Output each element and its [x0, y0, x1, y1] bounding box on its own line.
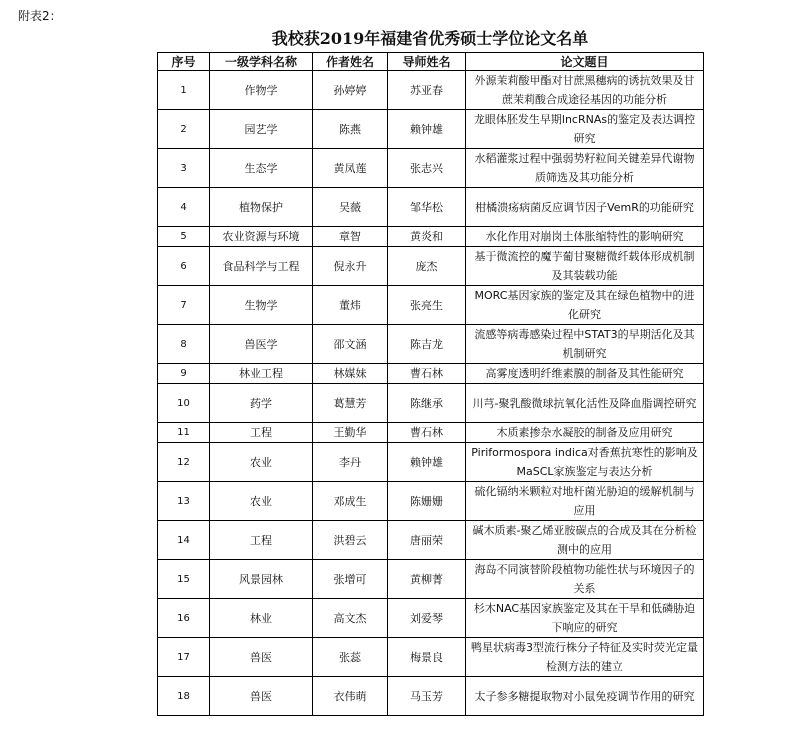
- cell-supervisor: 苏亚春: [388, 71, 466, 110]
- document-title: 我校获2019年福建省优秀硕士学位论文名单: [271, 29, 589, 48]
- cell-discipline: 工程: [210, 521, 313, 560]
- table-row: [158, 560, 704, 599]
- cell-supervisor: 曹石林: [388, 423, 466, 443]
- cell-discipline: 农业: [210, 482, 313, 521]
- cell-thesis-title: 柑橘溃疡病菌反应调节因子VemR的功能研究: [466, 188, 704, 227]
- table-row: [158, 482, 704, 521]
- cell-discipline: 工程: [210, 423, 313, 443]
- cell-seq: 16: [158, 599, 210, 638]
- cell-discipline: 生态学: [210, 149, 313, 188]
- cell-seq: 2: [158, 110, 210, 149]
- header-thesis-title: 论文题目: [466, 53, 704, 71]
- table-row: [158, 286, 704, 325]
- cell-author: 李丹: [313, 443, 388, 482]
- cell-discipline: 生物学: [210, 286, 313, 325]
- cell-thesis-title: 流感等病毒感染过程中STAT3的早期活化及其机制研究: [466, 325, 704, 364]
- cell-discipline: 兽医: [210, 638, 313, 677]
- cell-thesis-title: 杉木NAC基因家族鉴定及其在干旱和低磷胁迫下响应的研究: [466, 599, 704, 638]
- cell-thesis-title: 木质素掺杂水凝胶的制备及应用研究: [466, 423, 704, 443]
- table-row: [158, 188, 704, 227]
- cell-thesis-title: 水稻灌浆过程中强弱势籽粒间关键差异代谢物质筛选及其功能分析: [466, 149, 704, 188]
- attachment-label: 附表2：: [18, 9, 62, 23]
- table-row: [158, 227, 704, 247]
- cell-author: 洪碧云: [313, 521, 388, 560]
- table-row: [158, 677, 704, 716]
- cell-author: 林媒妹: [313, 364, 388, 384]
- cell-supervisor: 曹石林: [388, 364, 466, 384]
- cell-supervisor: 黄柳菁: [388, 560, 466, 599]
- header-seq: 序号: [158, 53, 210, 71]
- cell-author: 高文杰: [313, 599, 388, 638]
- cell-author: 张蕊: [313, 638, 388, 677]
- table-row: [158, 521, 704, 560]
- cell-supervisor: 赖钟雄: [388, 110, 466, 149]
- header-author: 作者姓名: [313, 53, 388, 71]
- table-row: [158, 364, 704, 384]
- cell-thesis-title: 硫化镉纳米颗粒对地杆菌光胁迫的缓解机制与应用: [466, 482, 704, 521]
- cell-seq: 5: [158, 227, 210, 247]
- cell-seq: 6: [158, 247, 210, 286]
- cell-author: 董炜: [313, 286, 388, 325]
- cell-supervisor: 陈继承: [388, 384, 466, 423]
- cell-discipline: 园艺学: [210, 110, 313, 149]
- table-row: [158, 599, 704, 638]
- table-row: [158, 149, 704, 188]
- header-row: [158, 53, 704, 71]
- cell-author: 邵文涵: [313, 325, 388, 364]
- cell-discipline: 药学: [210, 384, 313, 423]
- cell-discipline: 林业工程: [210, 364, 313, 384]
- cell-thesis-title: Piriformospora indica对香蕉抗寒性的影响及MaSCL家族鉴定与表达分析: [466, 443, 704, 482]
- cell-supervisor: 张亮生: [388, 286, 466, 325]
- cell-thesis-title: 高雾度透明纤维素膜的制备及其性能研究: [466, 364, 704, 384]
- cell-thesis-title: 太子参多糖提取物对小鼠免疫调节作用的研究: [466, 677, 704, 716]
- cell-author: 陈燕: [313, 110, 388, 149]
- cell-seq: 15: [158, 560, 210, 599]
- cell-supervisor: 邹华松: [388, 188, 466, 227]
- cell-supervisor: 刘爱琴: [388, 599, 466, 638]
- cell-thesis-title: 龙眼体胚发生早期lncRNAs的鉴定及表达调控研究: [466, 110, 704, 149]
- cell-supervisor: 赖钟雄: [388, 443, 466, 482]
- cell-supervisor: 马玉芳: [388, 677, 466, 716]
- table-row: [158, 247, 704, 286]
- cell-supervisor: 陈吉龙: [388, 325, 466, 364]
- table-header: [158, 53, 704, 71]
- cell-discipline: 林业: [210, 599, 313, 638]
- cell-author: 衣伟萌: [313, 677, 388, 716]
- table-row: [158, 443, 704, 482]
- cell-discipline: 农业资源与环境: [210, 227, 313, 247]
- table-row: [158, 71, 704, 110]
- cell-thesis-title: 海岛不同演替阶段植物功能性状与环境因子的关系: [466, 560, 704, 599]
- cell-discipline: 风景园林: [210, 560, 313, 599]
- cell-author: 章智: [313, 227, 388, 247]
- table-row: [158, 423, 704, 443]
- cell-seq: 3: [158, 149, 210, 188]
- cell-thesis-title: 基于微流控的魔芋葡甘聚糖微纤载体形成机制及其装载功能: [466, 247, 704, 286]
- cell-author: 黄凤莲: [313, 149, 388, 188]
- cell-seq: 11: [158, 423, 210, 443]
- cell-discipline: 农业: [210, 443, 313, 482]
- cell-supervisor: 庞杰: [388, 247, 466, 286]
- cell-author: 邓成生: [313, 482, 388, 521]
- cell-seq: 4: [158, 188, 210, 227]
- cell-supervisor: 黄炎和: [388, 227, 466, 247]
- cell-discipline: 植物保护: [210, 188, 313, 227]
- cell-seq: 12: [158, 443, 210, 482]
- thesis-table: [157, 52, 704, 716]
- cell-discipline: 食品科学与工程: [210, 247, 313, 286]
- cell-author: 吴薇: [313, 188, 388, 227]
- table-row: [158, 384, 704, 423]
- cell-seq: 13: [158, 482, 210, 521]
- cell-author: 倪永升: [313, 247, 388, 286]
- cell-seq: 7: [158, 286, 210, 325]
- cell-author: 葛慧芳: [313, 384, 388, 423]
- cell-discipline: 兽医学: [210, 325, 313, 364]
- cell-thesis-title: MORC基因家族的鉴定及其在绿色植物中的进化研究: [466, 286, 704, 325]
- cell-seq: 10: [158, 384, 210, 423]
- cell-thesis-title: 川芎-聚乳酸微球抗氧化活性及降血脂调控研究: [466, 384, 704, 423]
- cell-seq: 8: [158, 325, 210, 364]
- cell-supervisor: 梅景良: [388, 638, 466, 677]
- cell-discipline: 兽医: [210, 677, 313, 716]
- table-body: [158, 71, 704, 716]
- table-row: [158, 638, 704, 677]
- table-row: [158, 110, 704, 149]
- cell-thesis-title: 鸭星状病毒3型流行株分子特征及实时荧光定量检测方法的建立: [466, 638, 704, 677]
- cell-supervisor: 陈姗姗: [388, 482, 466, 521]
- cell-supervisor: 唐丽荣: [388, 521, 466, 560]
- cell-author: 王勤华: [313, 423, 388, 443]
- cell-thesis-title: 水化作用对崩岗土体胀缩特性的影响研究: [466, 227, 704, 247]
- table-row: [158, 325, 704, 364]
- cell-supervisor: 张志兴: [388, 149, 466, 188]
- cell-seq: 9: [158, 364, 210, 384]
- cell-thesis-title: 外源茉莉酸甲酯对甘蔗黑穗病的诱抗效果及甘蔗茉莉酸合成途径基因的功能分析: [466, 71, 704, 110]
- cell-thesis-title: 碱木质素-聚乙烯亚胺碳点的合成及其在分析检测中的应用: [466, 521, 704, 560]
- cell-seq: 1: [158, 71, 210, 110]
- cell-seq: 18: [158, 677, 210, 716]
- header-discipline: 一级学科名称: [210, 53, 313, 71]
- cell-seq: 14: [158, 521, 210, 560]
- cell-author: 孙婷婷: [313, 71, 388, 110]
- cell-discipline: 作物学: [210, 71, 313, 110]
- cell-author: 张增可: [313, 560, 388, 599]
- cell-seq: 17: [158, 638, 210, 677]
- header-supervisor: 导师姓名: [388, 53, 466, 71]
